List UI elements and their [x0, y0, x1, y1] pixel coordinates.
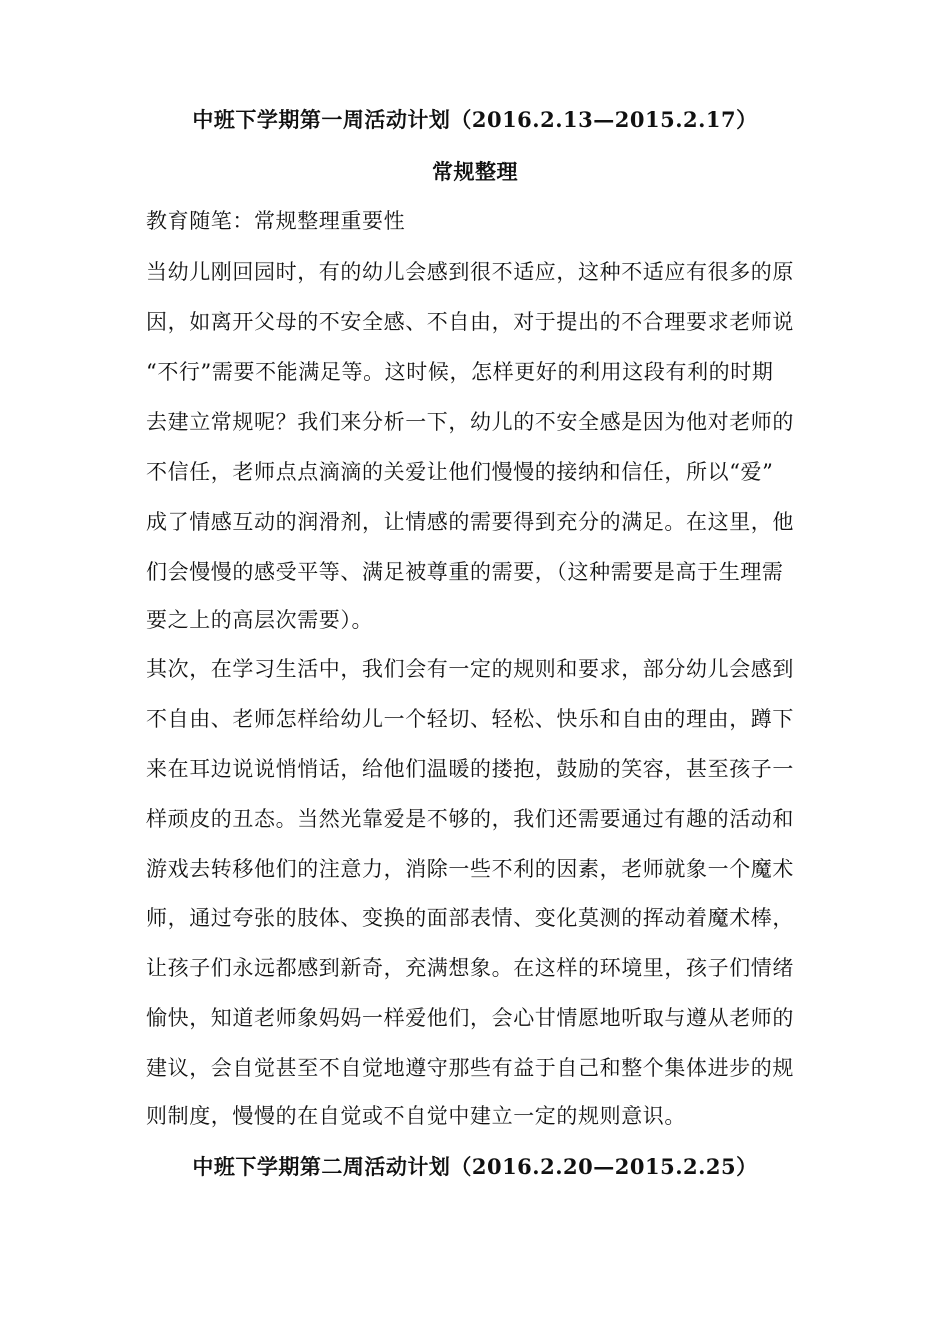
paragraph-line: 要之上的高层次需要）。 [146, 608, 374, 632]
paragraph-line: “不行”需要不能满足等。这时候，怎样更好的利用这段有利的时期 [146, 360, 774, 384]
paragraph-line: 游戏去转移他们的注意力，消除一些不利的因素，老师就象一个魔术 [146, 857, 794, 881]
paragraph-line: 来在耳边说说悄悄话，给他们温暖的搂抱，鼓励的笑容，甚至孩子一 [146, 757, 794, 781]
section-subtitle: 常规整理 [432, 159, 518, 184]
essay-title: 教育随笔：常规整理重要性 [146, 209, 406, 233]
paragraph-line: 当幼儿刚回园时，有的幼儿会感到很不适应，这种不适应有很多的原 [146, 260, 794, 284]
paragraph-line: 愉快，知道老师象妈妈一样爱他们，会心甘情愿地听取与遵从老师的 [146, 1006, 794, 1030]
paragraph-line: 则制度，慢慢的在自觉或不自觉中建立一定的规则意识。 [146, 1104, 686, 1128]
week1-plan-title: 中班下学期第一周活动计划（2016.2.13—2015.2.17） [192, 107, 758, 132]
paragraph-line: 师，通过夸张的肢体、变换的面部表情、变化莫测的挥动着魔术棒， [146, 906, 794, 930]
paragraph-line: 建议，会自觉甚至不自觉地遵守那些有益于自己和整个集体进步的规 [146, 1056, 794, 1080]
paragraph-line: 去建立常规呢？我们来分析一下，幼儿的不安全感是因为他对老师的 [146, 410, 794, 434]
paragraph-line: 其次，在学习生活中，我们会有一定的规则和要求，部分幼儿会感到 [146, 657, 794, 681]
paragraph-line: 成了情感互动的润滑剂，让情感的需要得到充分的满足。在这里，他 [146, 510, 794, 534]
paragraph-line: 们会慢慢的感受平等、满足被尊重的需要，（这种需要是高于生理需 [146, 560, 784, 584]
paragraph-line: 不信任，老师点点滴滴的关爱让他们慢慢的接纳和信任，所以“爱” [146, 460, 774, 484]
paragraph-line: 不自由、老师怎样给幼儿一个轻切、轻松、快乐和自由的理由，蹲下 [146, 707, 794, 731]
week2-plan-title: 中班下学期第二周活动计划（2016.2.20—2015.2.25） [192, 1154, 758, 1179]
paragraph-line: 样顽皮的丑态。当然光靠爱是不够的，我们还需要通过有趣的活动和 [146, 807, 794, 831]
paragraph-line: 让孩子们永远都感到新奇，充满想象。在这样的环境里，孩子们情绪 [146, 956, 794, 980]
paragraph-line: 因，如离开父母的不安全感、不自由，对于提出的不合理要求老师说 [146, 310, 794, 334]
